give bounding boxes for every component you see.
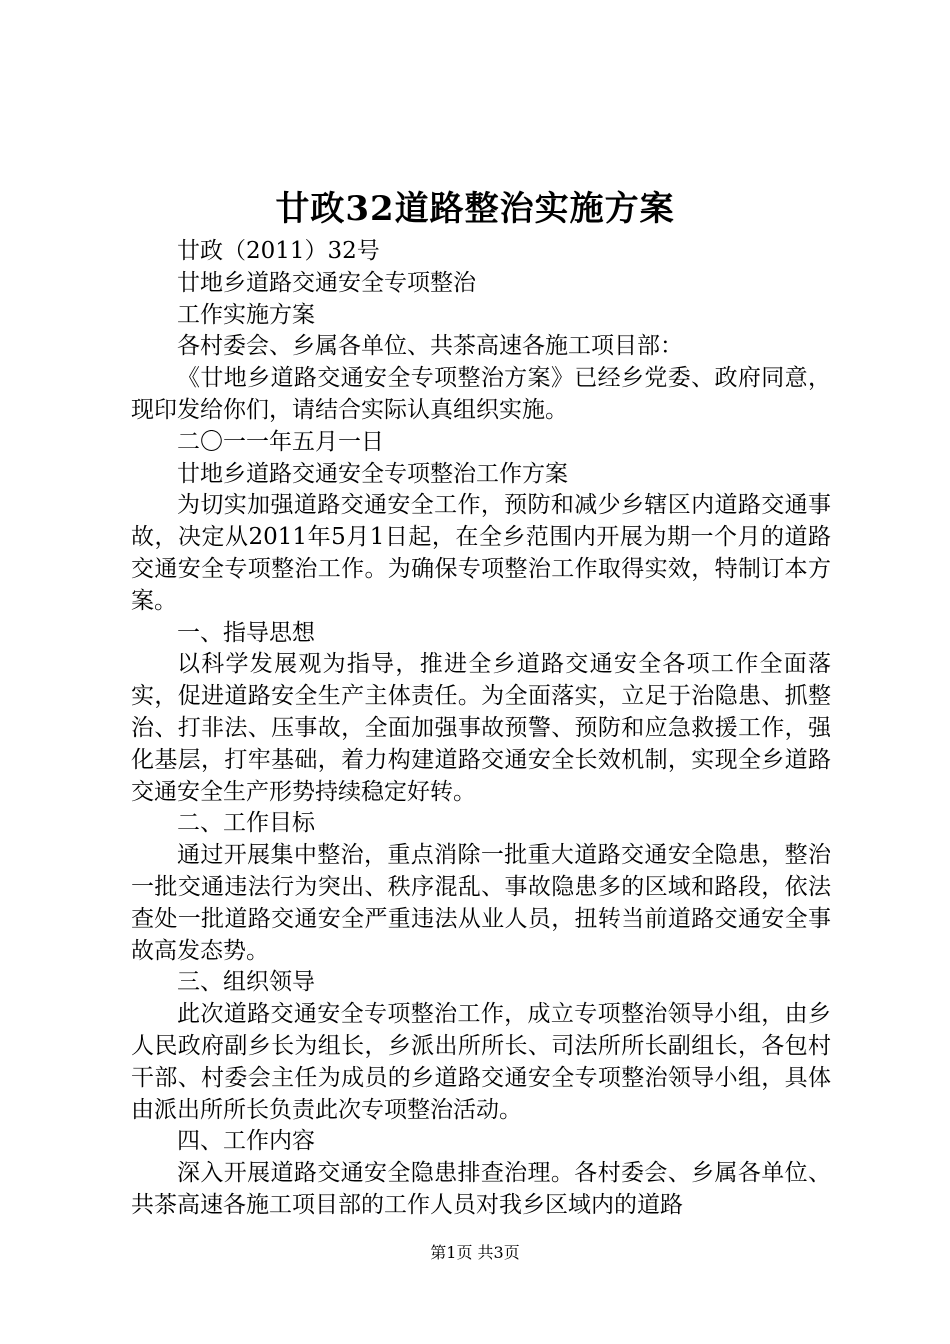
document-number: 廿政（2011）32号 — [177, 238, 380, 264]
document-body — [131, 236, 831, 1222]
heading-line: 廿地乡道路交通安全专项整治 — [177, 269, 476, 296]
paragraph: 以科学发展观为指导，推进全乡道路交通安全各项工作全面落实，促进道路安全生产主体责任。为全面落实，立足于治隐患、抓整治、打非法、压事故，全面加强事故预警、预防和应急救援工作，强化基层，打牢基础，着力构建道路交通安全长效机制，实现全乡道路交通安全生产形势持续稳定好转。 — [131, 651, 831, 805]
date-line: 二〇一一年五月一日 — [177, 428, 384, 455]
paragraph: 深入开展道路交通安全隐患排查治理。各村委会、乡属各单位、共茶高速各施工项目部的工作人员对我乡区域内的道路 — [131, 1160, 831, 1218]
section-heading: 一、指导思想 — [177, 619, 315, 646]
heading-line: 工作实施方案 — [177, 301, 315, 328]
section-heading: 二、工作目标 — [177, 810, 315, 837]
section-heading: 三、组织领导 — [177, 969, 315, 996]
subtitle-line: 廿地乡道路交通安全专项整治工作方案 — [177, 460, 568, 487]
paragraph: 为切实加强道路交通安全工作，预防和减少乡辖区内道路交通事故，决定从2011年5月1日起，在全乡范围内开展为期一个月的道路交通安全专项整治工作。为确保专项整治工作取得实效，特制订本方案。 — [131, 492, 831, 614]
section-heading: 四、工作内容 — [177, 1128, 315, 1155]
paragraph: 《廿地乡道路交通安全专项整治方案》已经乡党委、政府同意，现印发给你们，请结合实际认真组织实施。 — [131, 365, 831, 423]
paragraph: 通过开展集中整治，重点消除一批重大道路交通安全隐患，整治一批交通违法行为突出、秩序混乱、事故隐患多的区域和路段，依法查处一批道路交通安全严重违法从业人员，扭转当前道路交通安全事故高发态势。 — [131, 842, 831, 964]
document-title: 廿政32道路整治实施方案 — [275, 189, 675, 229]
recipients-line: 各村委会、乡属各单位、共茶高速各施工项目部： — [177, 333, 683, 360]
paragraph: 此次道路交通安全专项整治工作，成立专项整治领导小组，由乡人民政府副乡长为组长，乡派出所所长、司法所所长副组长，各包村干部、村委会主任为成员的乡道路交通安全专项整治领导小组，具体由派出所所长负责此次专项整治活动。 — [131, 1001, 831, 1123]
page-number-footer: 第1页 共3页 — [430, 1243, 520, 1262]
